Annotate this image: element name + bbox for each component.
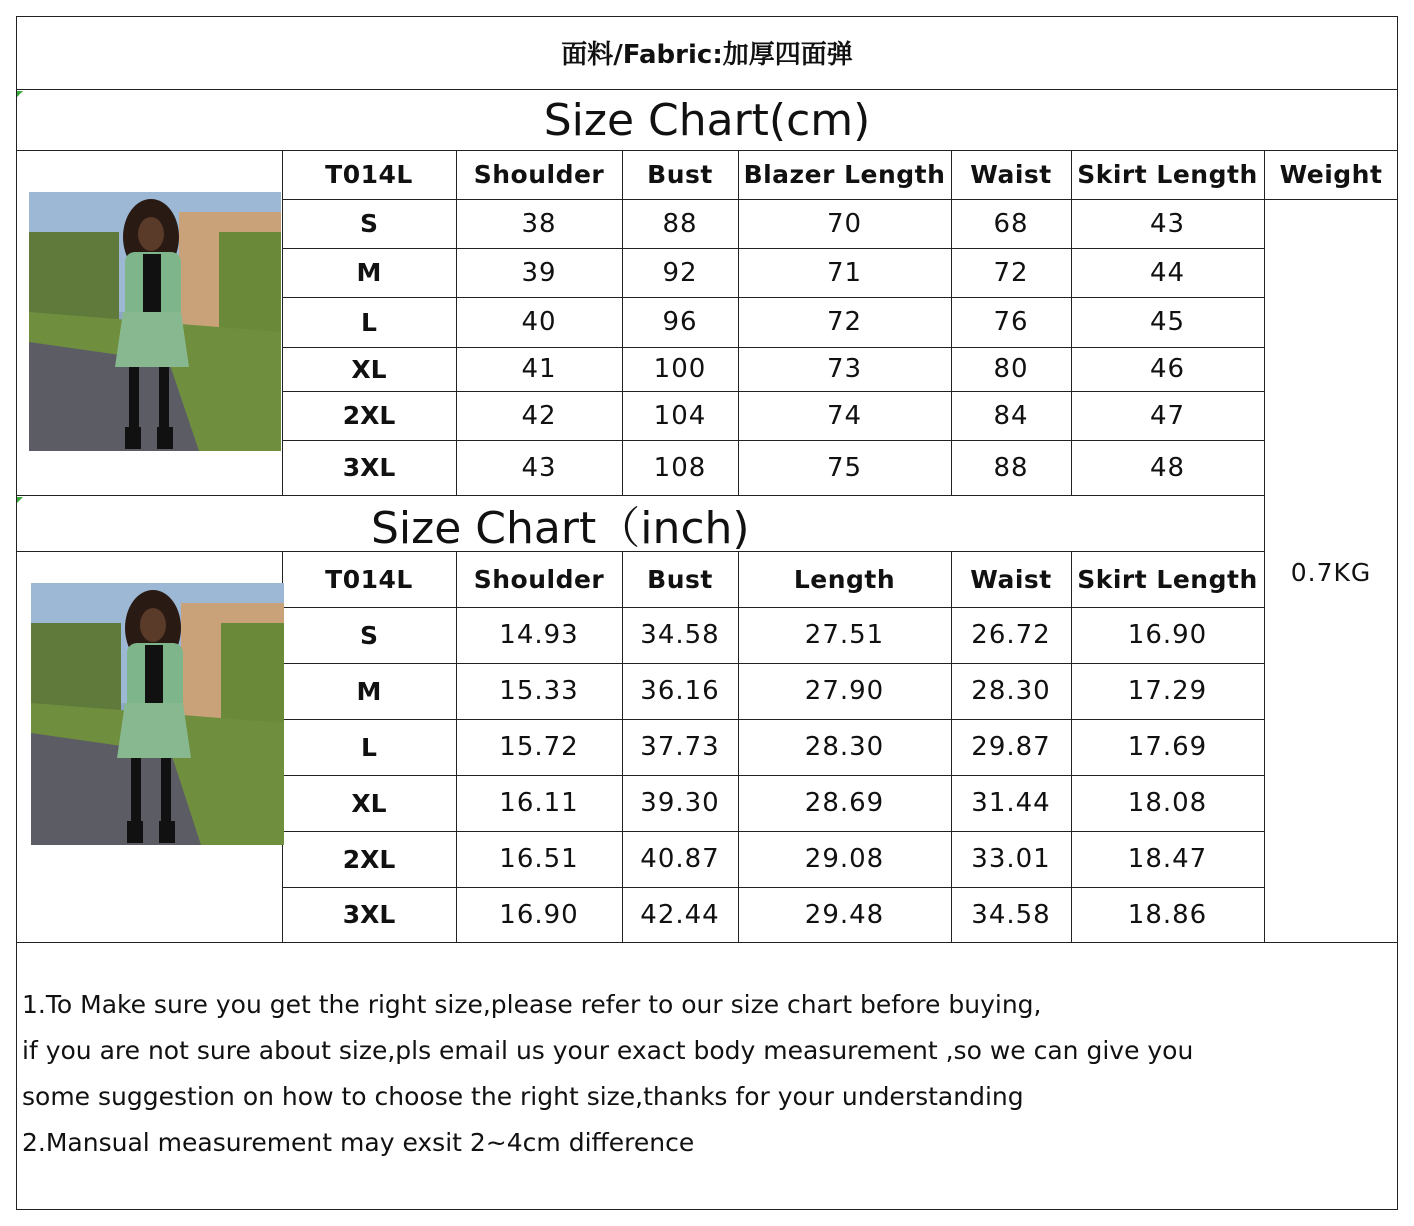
inch-value-cell: 33.01: [971, 844, 1051, 874]
inch-value-cell: 16.11: [499, 788, 579, 818]
cm-value-cell: 88: [662, 208, 698, 239]
inch-value-cell: 15.33: [499, 676, 579, 706]
cm-size-cell: 3XL: [342, 453, 396, 482]
product-photo: [31, 583, 284, 845]
cm-value-cell: 108: [653, 452, 707, 483]
inch-size-cell: XL: [351, 788, 387, 818]
cm-value-cell: 75: [826, 452, 863, 483]
inch-size-cell: 3XL: [342, 900, 396, 929]
cm-value-cell: 46: [1149, 354, 1186, 384]
inch-value-cell: 27.51: [804, 620, 885, 650]
inch-value-cell: 28.30: [971, 676, 1051, 706]
cm-value-cell: 44: [1149, 257, 1186, 288]
inch-value-cell: 34.58: [640, 620, 720, 650]
cm-value-cell: 104: [653, 400, 707, 431]
inch-chart-title: Size Chart（inch): [371, 503, 750, 554]
inch-value-cell: 14.93: [499, 620, 579, 650]
cm-header-shoulder: Shoulder: [473, 160, 605, 189]
cm-value-cell: 68: [993, 208, 1029, 239]
cm-value-cell: 80: [993, 354, 1029, 384]
inch-size-cell: S: [359, 620, 378, 650]
inch-value-cell: 29.48: [804, 899, 885, 930]
inch-value-cell: 17.69: [1127, 732, 1208, 762]
cm-value-cell: 47: [1149, 400, 1186, 431]
inch-size-cell: M: [356, 676, 382, 706]
cm-value-cell: 43: [521, 452, 557, 483]
header-weight: Weight: [1279, 160, 1383, 189]
inch-value-cell: 40.87: [640, 844, 720, 874]
cm-size-cell: M: [356, 258, 382, 287]
note-line: if you are not sure about size,pls email us your exact body measurement ,so we can give you: [22, 1036, 1194, 1065]
inch-value-cell: 17.29: [1127, 676, 1208, 706]
weight-value: 0.7KG: [1290, 557, 1372, 587]
inch-header-style: T014L: [325, 564, 413, 594]
cm-value-cell: 48: [1149, 452, 1186, 483]
cm-size-cell: L: [361, 307, 377, 337]
inch-value-cell: 18.47: [1127, 844, 1208, 874]
inch-value-cell: 27.90: [804, 676, 885, 706]
inch-value-cell: 18.08: [1127, 788, 1208, 818]
inch-value-cell: 16.90: [499, 899, 579, 930]
cm-size-cell: XL: [351, 354, 387, 384]
inch-value-cell: 16.90: [1127, 620, 1208, 650]
note-line: 1.To Make sure you get the right size,please refer to our size chart before buying,: [22, 990, 1042, 1019]
cm-value-cell: 45: [1149, 307, 1186, 337]
cm-value-cell: 71: [826, 257, 863, 288]
inch-header-length: Length: [793, 564, 896, 594]
inch-value-cell: 34.58: [971, 899, 1051, 930]
inch-value-cell: 37.73: [640, 732, 720, 762]
product-photo: [29, 192, 281, 451]
cm-value-cell: 43: [1149, 208, 1186, 239]
cm-value-cell: 39: [521, 257, 557, 288]
cm-value-cell: 84: [993, 400, 1029, 431]
cm-value-cell: 92: [662, 257, 698, 288]
inch-value-cell: 39.30: [640, 788, 720, 818]
inch-value-cell: 28.69: [804, 788, 885, 818]
fabric-line: 面料/Fabric:加厚四面弹: [561, 40, 853, 70]
cm-header-bust: Bust: [647, 160, 713, 189]
note-line: some suggestion on how to choose the right size,thanks for your understanding: [22, 1082, 1024, 1111]
cm-value-cell: 42: [521, 400, 557, 431]
col-rule-weight: [1264, 150, 1265, 942]
cm-value-cell: 72: [826, 307, 863, 337]
cm-value-cell: 74: [826, 400, 863, 431]
rule-tables-bottom: [16, 942, 1398, 943]
inch-value-cell: 26.72: [971, 620, 1051, 650]
cm-value-cell: 72: [993, 257, 1029, 288]
inch-size-cell: L: [361, 732, 377, 762]
cm-header-style: T014L: [325, 160, 413, 189]
cm-value-cell: 96: [662, 307, 698, 337]
inch-value-cell: 31.44: [971, 788, 1051, 818]
inch-value-cell: 36.16: [640, 676, 720, 706]
inch-value-cell: 15.72: [499, 732, 579, 762]
inch-value-cell: 28.30: [804, 732, 885, 762]
rule-fabric-bottom: [16, 89, 1398, 90]
cm-value-cell: 70: [826, 208, 863, 239]
cm-chart-title: Size Chart(cm): [543, 95, 871, 146]
cm-header-blazer-length: Blazer Length: [743, 160, 946, 189]
cm-value-cell: 38: [521, 208, 557, 239]
cm-value-cell: 76: [993, 307, 1029, 337]
inch-size-cell: 2XL: [342, 844, 396, 874]
inch-header-skirt-length: Skirt Length: [1077, 564, 1258, 594]
inch-header-shoulder: Shoulder: [473, 564, 605, 594]
cm-size-cell: 2XL: [342, 401, 396, 430]
note-line: 2.Mansual measurement may exsit 2~4cm difference: [22, 1128, 695, 1157]
cm-header-waist: Waist: [970, 160, 1052, 189]
inch-value-cell: 18.86: [1127, 899, 1208, 930]
inch-value-cell: 29.08: [804, 844, 885, 874]
inch-header-bust: Bust: [647, 564, 713, 594]
inch-value-cell: 42.44: [640, 899, 720, 930]
inch-value-cell: 16.51: [499, 844, 579, 874]
cm-size-cell: S: [359, 209, 378, 238]
cm-value-cell: 73: [826, 354, 863, 384]
inch-value-cell: 29.87: [971, 732, 1051, 762]
inch-header-waist: Waist: [970, 564, 1052, 594]
cm-header-skirt-length: Skirt Length: [1077, 160, 1258, 189]
cm-value-cell: 40: [521, 307, 557, 337]
notes: [22, 982, 1392, 1166]
cm-value-cell: 41: [521, 354, 557, 384]
cm-value-cell: 100: [653, 354, 707, 384]
cm-value-cell: 88: [993, 452, 1029, 483]
